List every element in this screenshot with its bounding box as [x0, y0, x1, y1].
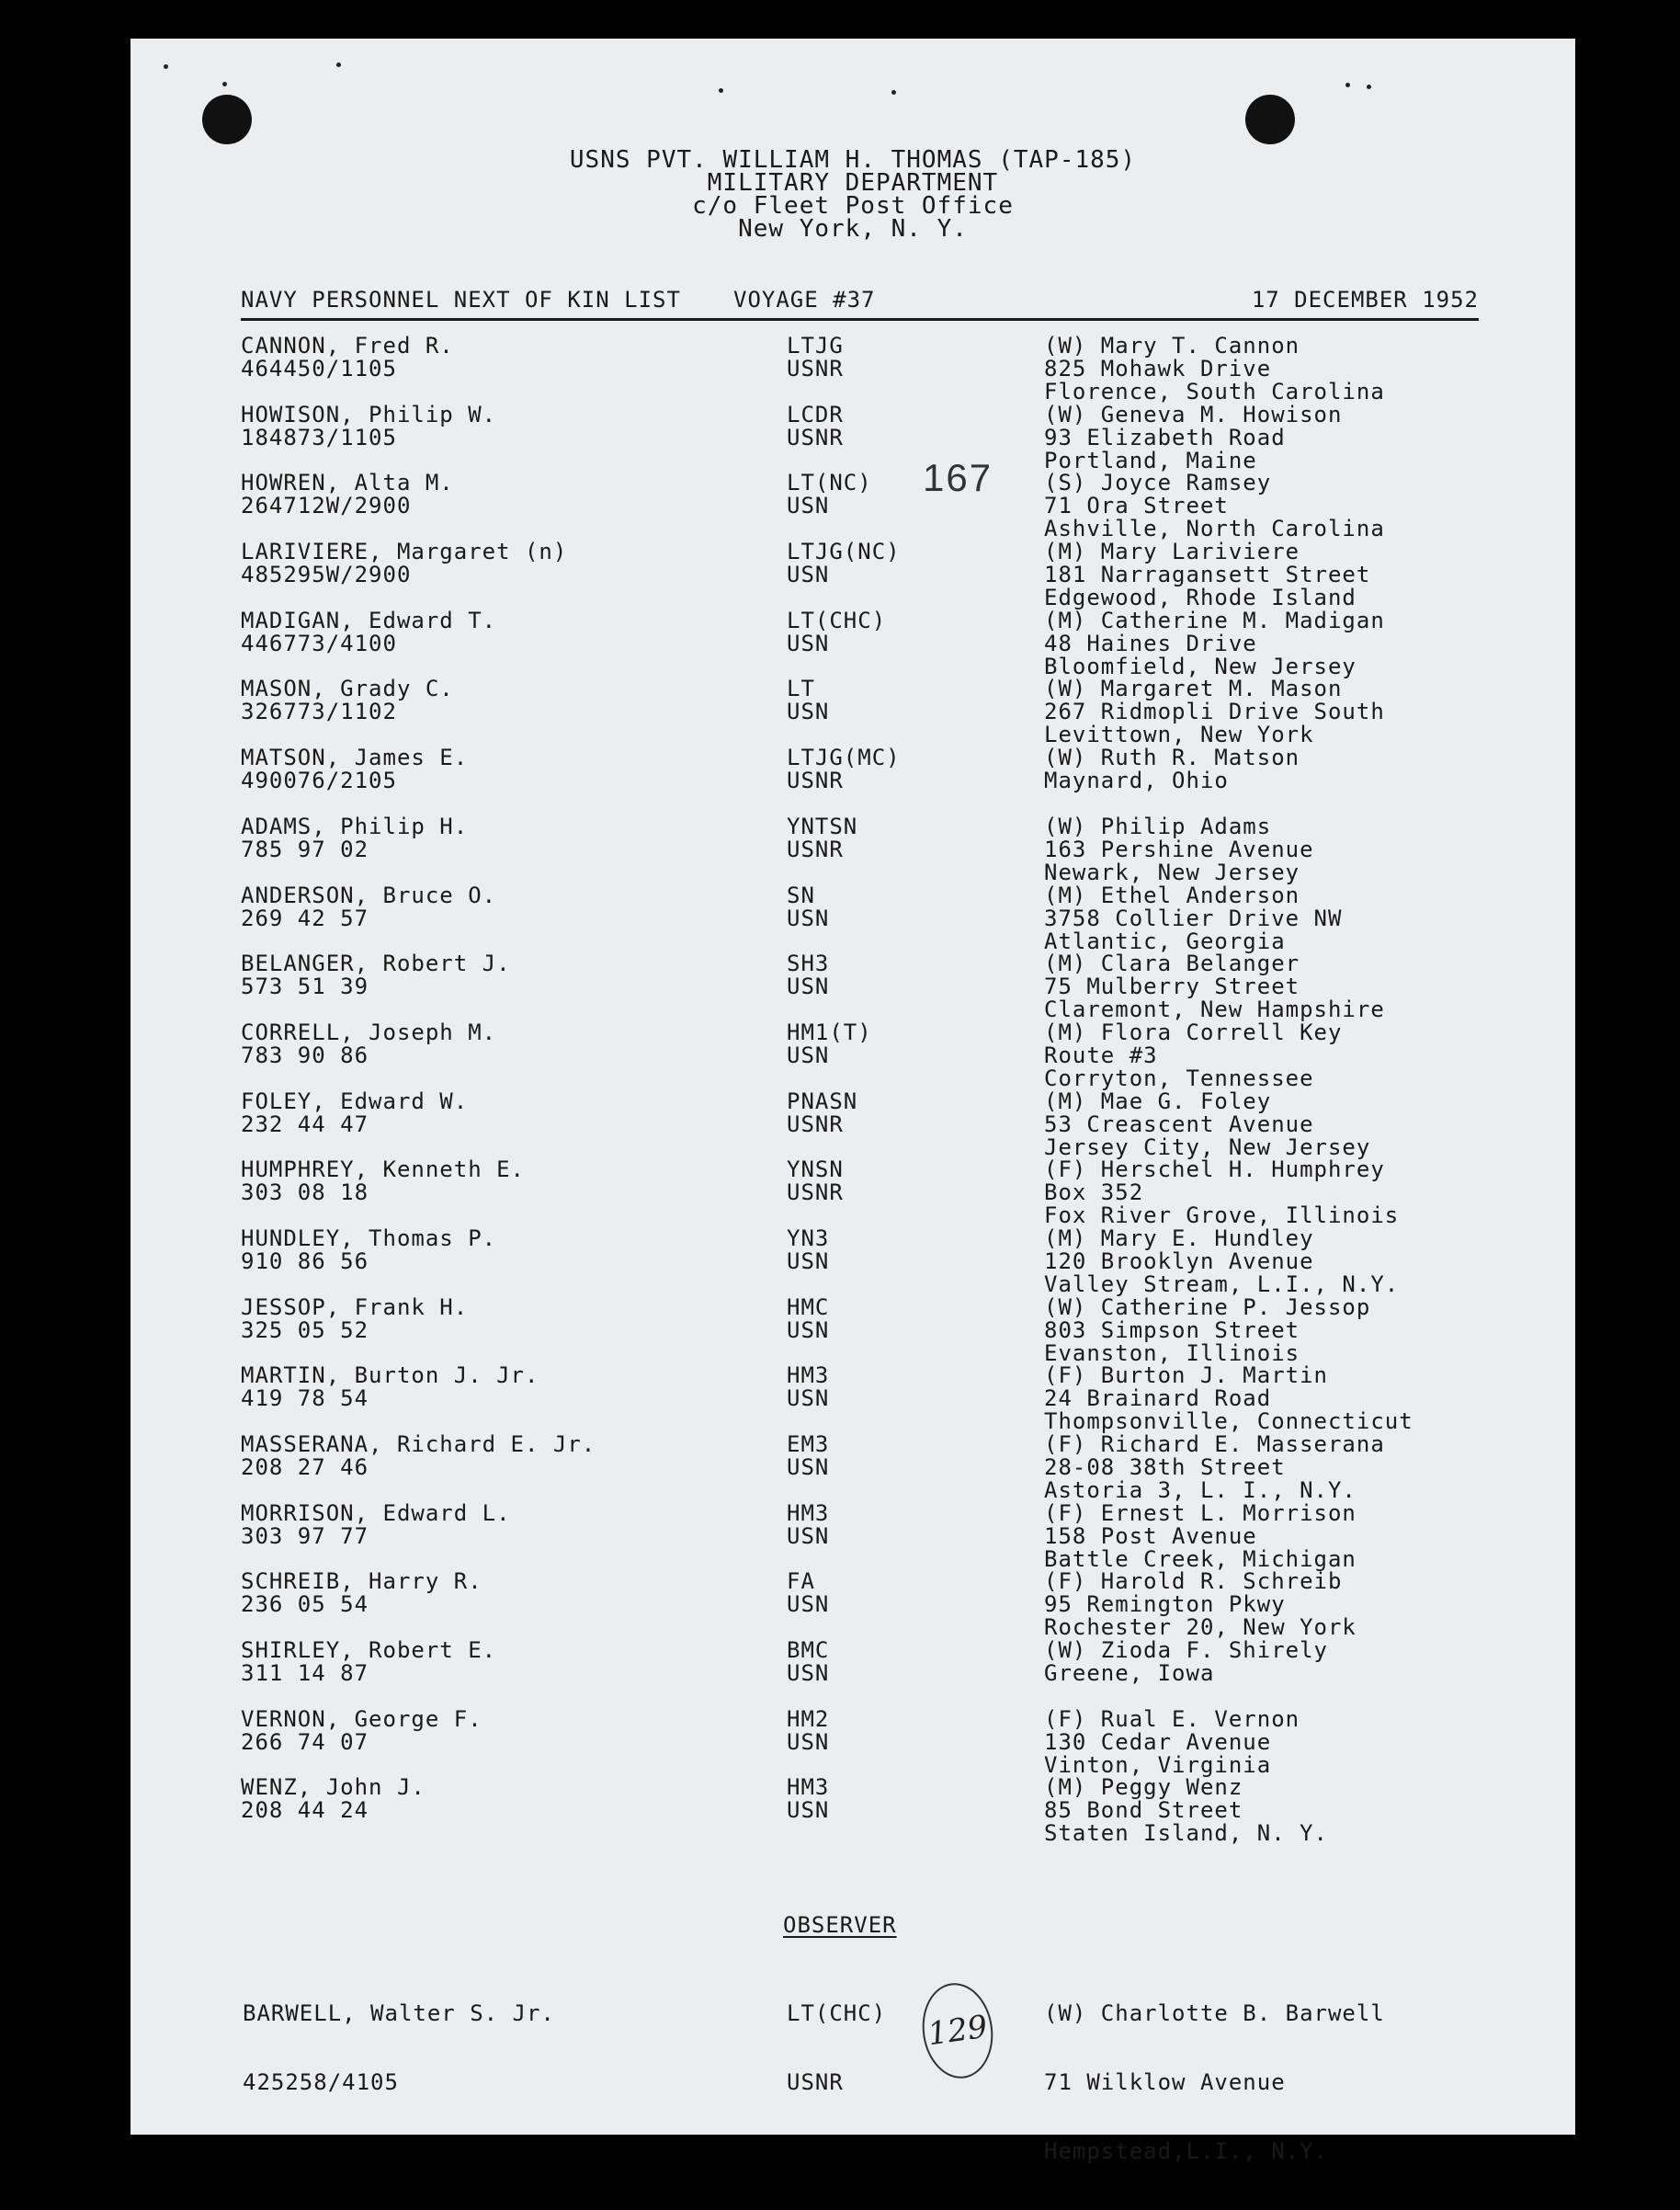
kin-name: (W) Geneva M. Howison — [1044, 401, 1343, 427]
personnel-rank — [787, 1570, 829, 1616]
next-of-kin — [1044, 1227, 1399, 1296]
kin-name: (W) Ruth R. Matson — [1044, 745, 1300, 771]
rank: HM3 — [787, 1774, 830, 1801]
header-post-office: c/o Fleet Post Office — [692, 192, 1014, 220]
next-of-kin — [1044, 1364, 1413, 1433]
kin-address-line1: 130 Cedar Avenue — [1044, 1728, 1272, 1755]
kin-address-line1: Greene, Iowa — [1044, 1660, 1215, 1687]
service-branch: USN — [787, 1247, 830, 1274]
personnel-identity — [241, 815, 468, 861]
next-of-kin — [1044, 1705, 1300, 1778]
personnel-name: HOWISON, Philip W. — [241, 401, 497, 427]
next-of-kin — [1044, 678, 1385, 746]
service-number: 303 97 77 — [241, 1522, 369, 1549]
header-city: New York, N. Y. — [738, 215, 968, 243]
kin-address-line2: Levittown, New York — [1044, 722, 1314, 748]
personnel-name: MATSON, James E. — [241, 745, 469, 771]
kin-address-line1: 3758 Collier Drive NW — [1044, 905, 1343, 931]
rank: HM3 — [787, 1499, 830, 1526]
personnel-name: BELANGER, Robert J. — [241, 951, 511, 977]
next-of-kin — [1044, 952, 1385, 1021]
list-title-row — [241, 287, 1479, 321]
personnel-identity — [241, 884, 496, 930]
personnel-name: MARTIN, Burton J. Jr. — [241, 1362, 539, 1389]
list-date: 17 DECEMBER 1952 — [1251, 287, 1479, 313]
service-number: 311 14 87 — [241, 1660, 369, 1687]
service-branch: USN — [787, 699, 830, 725]
list-item — [241, 746, 1527, 815]
service-branch: USNR — [787, 356, 844, 382]
list-name: NAVY PERSONNEL NEXT OF KIN LIST — [241, 287, 681, 313]
kin-address-line1: 181 Narragansett Street — [1044, 562, 1371, 588]
kin-address-line2: Ashville, North Carolina — [1044, 516, 1385, 542]
personnel-identity — [243, 1956, 555, 2140]
personnel-name: ADAMS, Philip H. — [241, 813, 469, 839]
rank: YNTSN — [787, 813, 858, 839]
personnel-rank — [787, 1956, 886, 2140]
list-item — [241, 401, 1527, 473]
personnel-identity — [241, 1364, 539, 1410]
kin-address-line1: 24 Brainard Road — [1044, 1385, 1272, 1412]
personnel-rank — [787, 541, 901, 587]
kin-name: (W) Mary T. Cannon — [1044, 333, 1300, 359]
service-branch: USN — [787, 1660, 830, 1687]
next-of-kin — [1044, 1956, 1385, 2209]
next-of-kin — [1044, 1639, 1328, 1685]
service-number: 783 90 86 — [241, 1042, 369, 1068]
personnel-rank — [787, 1705, 830, 1755]
personnel-identity — [241, 472, 454, 518]
rank: PNASN — [787, 1088, 858, 1114]
service-number: 266 74 07 — [241, 1728, 369, 1755]
next-of-kin — [1044, 1021, 1342, 1090]
kin-address-line2: Vinton, Virginia — [1044, 1751, 1272, 1778]
service-number: 419 78 54 — [241, 1385, 369, 1412]
personnel-rank — [787, 1364, 829, 1410]
kin-name: (F) Rual E. Vernon — [1044, 1705, 1300, 1732]
personnel-identity — [241, 541, 567, 587]
kin-name: (M) Mary E. Hundley — [1044, 1225, 1314, 1251]
rank: LTJG(MC) — [787, 745, 901, 771]
service-number: 269 42 57 — [241, 905, 369, 931]
personnel-identity — [241, 1499, 511, 1549]
rank: YNSN — [787, 1156, 844, 1183]
personnel-identity — [241, 335, 454, 381]
kin-address-line1: 158 Post Avenue — [1044, 1522, 1257, 1549]
personnel-name: LARIVIERE, Margaret (n) — [241, 539, 568, 565]
personnel-rank — [787, 335, 844, 381]
personnel-identity — [241, 1639, 496, 1685]
personnel-rank — [787, 678, 829, 723]
next-of-kin — [1044, 884, 1342, 953]
personnel-name: VERNON, George F. — [241, 1705, 482, 1732]
kin-address-line2: Battle Creek, Michigan — [1044, 1545, 1356, 1572]
kin-address-line1: 267 Ridmopli Drive South — [1044, 699, 1385, 725]
service-branch: USN — [787, 562, 830, 588]
speck — [222, 82, 227, 86]
service-number: 326773/1102 — [241, 699, 397, 725]
personnel-identity — [241, 1570, 482, 1616]
kin-name: (F) Ernest L. Morrison — [1044, 1499, 1356, 1526]
personnel-rank — [787, 1433, 829, 1479]
service-branch: USN — [787, 1591, 830, 1618]
kin-address-line1: 120 Brooklyn Avenue — [1044, 1247, 1314, 1274]
next-of-kin — [1044, 1570, 1356, 1639]
kin-address-line1: 71 Wilklow Avenue — [1044, 2069, 1286, 2095]
list-item — [241, 1364, 1527, 1433]
personnel-rank — [787, 746, 901, 792]
rank: HM1(T) — [787, 1019, 872, 1045]
speck — [891, 90, 896, 95]
kin-address-line1: 75 Mulberry Street — [1044, 974, 1300, 1000]
service-number: 446773/4100 — [241, 630, 397, 656]
kin-name: (F) Burton J. Martin — [1044, 1362, 1328, 1389]
service-number: 303 08 18 — [241, 1179, 369, 1206]
personnel-identity — [241, 1158, 525, 1204]
kin-address-line2: Claremont, New Hampshire — [1044, 997, 1385, 1023]
kin-address-line1: 93 Elizabeth Road — [1044, 424, 1286, 450]
speck — [1367, 85, 1371, 89]
personnel-rank — [787, 609, 886, 655]
list-item — [241, 1776, 1527, 1845]
service-branch: USN — [787, 1797, 830, 1824]
speck — [336, 63, 341, 67]
personnel-identity — [241, 952, 511, 998]
service-number: 264712W/2900 — [241, 493, 412, 519]
personnel-rank — [787, 1776, 829, 1822]
service-branch: USN — [787, 493, 830, 519]
rank: LT(NC) — [787, 470, 872, 496]
list-item — [241, 952, 1527, 1021]
personnel-identity — [241, 1293, 469, 1343]
rank: LCDR — [787, 401, 844, 427]
personnel-name: MASON, Grady C. — [241, 676, 454, 702]
stamped-number: 167 — [923, 456, 993, 499]
service-number: 208 44 24 — [241, 1797, 369, 1824]
personnel-name: HOWREN, Alta M. — [241, 470, 454, 496]
personnel-rank — [787, 1293, 830, 1343]
service-number: 785 97 02 — [241, 836, 369, 862]
service-branch: USNR — [787, 424, 844, 450]
rank: SN — [787, 882, 815, 908]
rank: HM2 — [787, 1705, 830, 1732]
kin-name: (M) Flora Correll Key — [1044, 1019, 1343, 1045]
personnel-name: MADIGAN, Edward T. — [241, 607, 497, 633]
kin-address-line1: Maynard, Ohio — [1044, 768, 1229, 794]
service-number: 573 51 39 — [241, 974, 369, 1000]
list-item — [241, 1293, 1527, 1366]
speck — [1345, 83, 1350, 87]
kin-address-line2: Bloomfield, New Jersey — [1044, 653, 1356, 679]
personnel-identity — [241, 678, 454, 723]
service-branch: USN — [787, 1042, 830, 1068]
list-item — [241, 1499, 1527, 1572]
observer-heading: OBSERVER — [783, 1912, 897, 1938]
list-item — [241, 678, 1527, 746]
kin-name: (M) Catherine M. Madigan — [1044, 607, 1385, 633]
kin-address-line2: Rochester 20, New York — [1044, 1614, 1356, 1641]
personnel-rank — [787, 1227, 829, 1273]
service-number: 490076/2105 — [241, 768, 397, 794]
personnel-identity — [241, 609, 496, 655]
rank: YN3 — [787, 1225, 830, 1251]
personnel-rank — [787, 952, 829, 998]
list-item — [241, 472, 1527, 541]
personnel-rank — [787, 472, 872, 518]
personnel-name: CANNON, Fred R. — [241, 333, 454, 359]
kin-address-line1: Route #3 — [1044, 1042, 1158, 1068]
kin-name: (S) Joyce Ramsey — [1044, 470, 1272, 496]
kin-name: (W) Margaret M. Mason — [1044, 676, 1343, 702]
kin-name: (W) Charlotte B. Barwell — [1044, 2000, 1385, 2026]
list-item — [241, 1705, 1527, 1778]
service-branch: USNR — [787, 836, 844, 862]
kin-address-line2: Atlantic, Georgia — [1044, 928, 1286, 954]
next-of-kin — [1044, 1499, 1356, 1572]
list-item — [241, 609, 1527, 678]
personnel-identity — [241, 1705, 482, 1755]
kin-address-line1: 85 Bond Street — [1044, 1797, 1243, 1824]
personnel-identity — [241, 746, 468, 792]
service-branch: USN — [787, 1454, 830, 1480]
service-number: 232 44 47 — [241, 1111, 369, 1137]
next-of-kin — [1044, 1433, 1385, 1502]
list-item — [241, 541, 1527, 609]
circled-folio-number: 129 — [916, 1978, 999, 2083]
next-of-kin — [1044, 335, 1385, 404]
personnel-name: FOLEY, Edward W. — [241, 1088, 469, 1114]
kin-name: (W) Catherine P. Jessop — [1044, 1293, 1371, 1320]
service-branch: USN — [787, 1385, 830, 1412]
kin-name: (W) Philip Adams — [1044, 813, 1272, 839]
service-number: 208 27 46 — [241, 1454, 369, 1480]
kin-address-line2: Fox River Grove, Illinois — [1044, 1202, 1400, 1229]
service-number: 425258/4105 — [243, 2069, 399, 2095]
kin-address-line1: 28-08 38th Street — [1044, 1454, 1286, 1480]
personnel-name: HUMPHREY, Kenneth E. — [241, 1156, 525, 1183]
service-branch: USN — [787, 974, 830, 1000]
kin-address-line1: 95 Remington Pkwy — [1044, 1591, 1286, 1618]
service-branch: USNR — [787, 1179, 844, 1206]
voyage-number: VOYAGE #37 — [733, 287, 876, 313]
kin-address-line2: Florence, South Carolina — [1044, 379, 1385, 404]
list-item — [241, 1021, 1527, 1090]
service-number: 910 86 56 — [241, 1247, 369, 1274]
kin-address-line2: Thompsonville, Connecticut — [1044, 1408, 1413, 1435]
punch-hole-left — [202, 95, 252, 144]
service-number: 184873/1105 — [241, 424, 397, 450]
document-header — [131, 146, 1575, 243]
service-number: 464450/1105 — [241, 356, 397, 382]
next-of-kin — [1044, 1090, 1370, 1159]
list-item — [241, 884, 1527, 953]
kin-name: (M) Clara Belanger — [1044, 951, 1300, 977]
personnel-rank — [787, 884, 829, 930]
next-of-kin — [1044, 1158, 1399, 1227]
service-number: 236 05 54 — [241, 1591, 369, 1618]
list-item — [241, 1570, 1527, 1639]
kin-address-line2: Edgewood, Rhode Island — [1044, 585, 1356, 611]
personnel-name: CORRELL, Joseph M. — [241, 1019, 497, 1045]
personnel-rank — [787, 1639, 829, 1685]
service-branch: USN — [787, 1316, 830, 1343]
next-of-kin — [1044, 401, 1343, 473]
kin-address-line1: 825 Mohawk Drive — [1044, 356, 1272, 382]
personnel-name: HUNDLEY, Thomas P. — [241, 1225, 497, 1251]
header-department: MILITARY DEPARTMENT — [707, 169, 999, 197]
rank: LT — [787, 676, 815, 702]
kin-name: (F) Harold R. Schreib — [1044, 1568, 1343, 1595]
kin-name: (W) Zioda F. Shirely — [1044, 1637, 1328, 1664]
service-branch: USNR — [787, 768, 844, 794]
kin-address-line1: 48 Haines Drive — [1044, 630, 1257, 656]
speck — [164, 64, 168, 69]
kin-name: (M) Peggy Wenz — [1044, 1774, 1243, 1801]
personnel-name: SCHREIB, Harry R. — [241, 1568, 482, 1595]
kin-address-line1: 53 Creascent Avenue — [1044, 1111, 1314, 1137]
speck — [719, 88, 723, 93]
next-of-kin — [1044, 746, 1300, 792]
rank: LTJG(NC) — [787, 539, 901, 565]
next-of-kin — [1044, 1293, 1371, 1366]
kin-address-line2: Corryton, Tennessee — [1044, 1065, 1314, 1091]
rank: HM3 — [787, 1362, 830, 1389]
personnel-name: WENZ, John J. — [241, 1774, 426, 1801]
kin-address-line2: Staten Island, N. Y. — [1044, 1820, 1328, 1847]
personnel-name: MASSERANA, Richard E. Jr. — [241, 1431, 596, 1457]
personnel-rank — [787, 815, 857, 861]
next-of-kin — [1044, 815, 1314, 884]
list-item — [241, 1158, 1527, 1227]
punch-hole-right — [1245, 95, 1295, 144]
personnel-rank — [787, 1158, 844, 1204]
service-branch: USN — [787, 630, 830, 656]
personnel-list — [241, 335, 1527, 1845]
rank: HMC — [787, 1293, 830, 1320]
personnel-identity — [241, 1090, 468, 1136]
kin-address-line2: Evanston, Illinois — [1044, 1339, 1300, 1366]
kin-name: (M) Mary Lariviere — [1044, 539, 1300, 565]
kin-address-line1: 71 Ora Street — [1044, 493, 1229, 519]
kin-address-line2: Hempstead,L.I., N.Y. — [1044, 2138, 1328, 2164]
rank: LTJG — [787, 333, 844, 359]
kin-address-line2: Astoria 3, L. I., N.Y. — [1044, 1477, 1356, 1503]
header-ship-name: USNS PVT. WILLIAM H. THOMAS (TAP-185) — [569, 146, 1137, 174]
service-number: 325 05 52 — [241, 1316, 369, 1343]
rank: LT(CHC) — [787, 607, 887, 633]
rank: LT(CHC) — [787, 2000, 887, 2026]
kin-name: (F) Richard E. Masserana — [1044, 1431, 1385, 1457]
service-number: 485295W/2900 — [241, 562, 412, 588]
list-item — [241, 1433, 1527, 1502]
kin-address-line1: 803 Simpson Street — [1044, 1316, 1300, 1343]
personnel-rank — [787, 1090, 857, 1136]
personnel-name: JESSOP, Frank H. — [241, 1293, 469, 1320]
kin-address-line1: Box 352 — [1044, 1179, 1144, 1206]
service-branch: USNR — [787, 1111, 844, 1137]
personnel-rank — [787, 401, 844, 450]
service-branch: USN — [787, 1522, 830, 1549]
personnel-identity — [241, 1227, 496, 1273]
list-item — [241, 1227, 1527, 1296]
next-of-kin — [1044, 1776, 1328, 1845]
service-branch: USN — [787, 1728, 830, 1755]
personnel-name: MORRISON, Edward L. — [241, 1499, 511, 1526]
kin-address-line2: Valley Stream, L.I., N.Y. — [1044, 1270, 1400, 1297]
list-item — [241, 1639, 1527, 1708]
list-item — [241, 335, 1527, 404]
list-item — [241, 815, 1527, 884]
kin-address-line2: Newark, New Jersey — [1044, 859, 1300, 885]
personnel-identity — [241, 1433, 596, 1479]
rank: EM3 — [787, 1431, 830, 1457]
document-page — [131, 39, 1575, 2164]
kin-address-line2: Portland, Maine — [1044, 447, 1257, 473]
personnel-rank — [787, 1021, 872, 1067]
personnel-identity — [241, 401, 497, 450]
service-branch: USNR — [787, 2069, 844, 2095]
kin-name: (F) Herschel H. Humphrey — [1044, 1156, 1385, 1183]
personnel-identity — [241, 1021, 496, 1067]
kin-address-line2: Jersey City, New Jersey — [1044, 1133, 1371, 1160]
kin-name: (M) Mae G. Foley — [1044, 1088, 1272, 1114]
list-item — [241, 1090, 1527, 1159]
service-branch: USN — [787, 905, 830, 931]
rank: BMC — [787, 1637, 830, 1664]
personnel-name: BARWELL, Walter S. Jr. — [243, 2000, 555, 2026]
personnel-name: ANDERSON, Bruce O. — [241, 882, 497, 908]
personnel-identity — [241, 1776, 426, 1822]
personnel-rank — [787, 1499, 830, 1549]
next-of-kin — [1044, 472, 1385, 541]
personnel-name: SHIRLEY, Robert E. — [241, 1637, 497, 1664]
kin-name: (M) Ethel Anderson — [1044, 882, 1300, 908]
rank: SH3 — [787, 951, 830, 977]
next-of-kin — [1044, 541, 1370, 609]
rank: FA — [787, 1568, 815, 1595]
kin-address-line1: 163 Pershine Avenue — [1044, 836, 1314, 862]
next-of-kin — [1044, 609, 1385, 678]
